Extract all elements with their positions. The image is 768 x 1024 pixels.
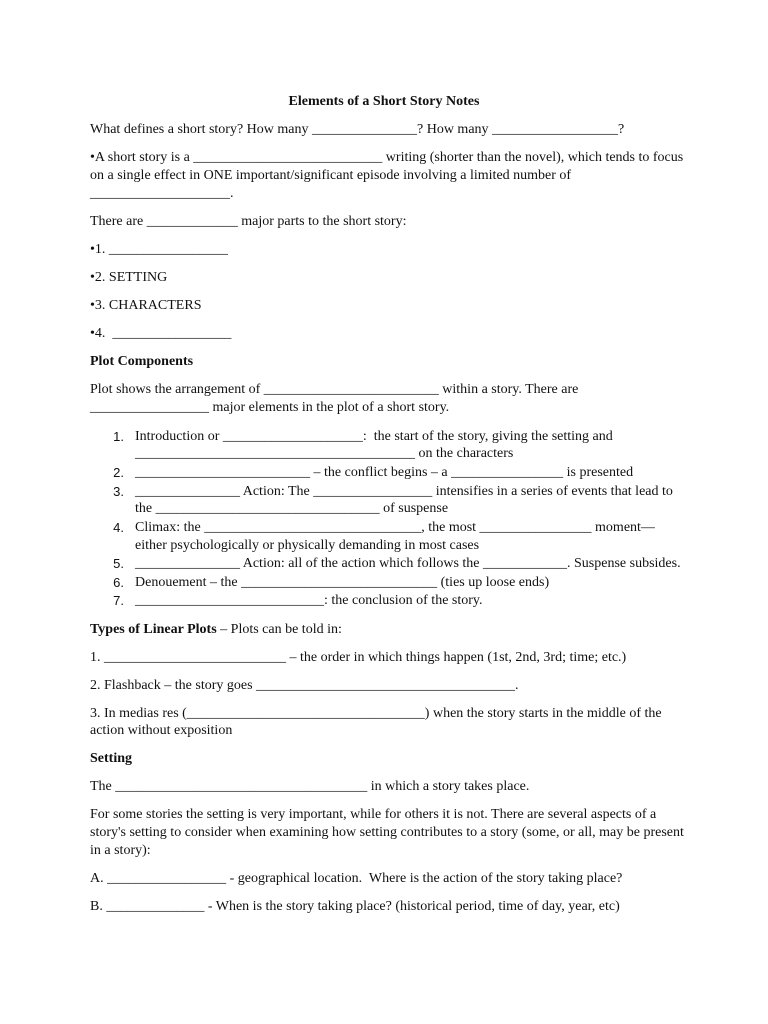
list-item: ___________________________: the conclusion of the story.	[135, 593, 483, 608]
list-item: Denouement – the ____________________________ (ties up loose ends)	[135, 575, 550, 590]
list-item-number: 2.	[113, 465, 124, 480]
list-item: _______________ Action: The _________________ intensifies in a series of events that lead to	[135, 484, 673, 499]
plot-intro-line-2: _________________ major elements in the plot of a short story.	[90, 400, 450, 415]
list-item: _______________ Action: all of the action which follows the ____________. Suspense subsides.	[135, 556, 681, 571]
setting-paragraph-line-1: For some stories the setting is very important, while for others it is not. There are several aspects of a	[90, 807, 657, 822]
linear-plots-heading-line	[90, 621, 342, 638]
linear-plot-3-line-1: 3. In medias res (__________________________________) when the story starts in the middle of the	[90, 706, 662, 721]
setting-aspect-a: A. _________________ - geographical location. Where is the action of the story taking place?	[90, 871, 623, 886]
list-item-continuation: ________________________________________ on the characters	[135, 446, 514, 461]
plot-heading: Plot Components	[90, 354, 194, 369]
list-item: _________________________ – the conflict begins – a ________________ is presented	[135, 465, 634, 480]
intro-question: What defines a short story? How many _______________? How many __________________?	[90, 122, 625, 137]
list-item: Climax: the _______________________________, the most ________________ moment—	[135, 520, 655, 535]
list-item-number: 1.	[113, 429, 124, 444]
list-item-number: 5.	[113, 556, 124, 571]
list-item-number: 6.	[113, 575, 124, 590]
setting-aspect-b: B. ______________ - When is the story taking place? (historical period, time of day, year, etc)	[90, 899, 620, 914]
definition-line-1: •A short story is a ___________________________ writing (shorter than the novel), which tends to focus	[90, 150, 684, 165]
part-bullet-1: •1. _________________	[90, 242, 228, 257]
definition-line-3: ____________________.	[90, 186, 234, 201]
parts-count-line: There are _____________ major parts to the short story:	[90, 214, 407, 229]
linear-plots-heading-rest: – Plots can be told in:	[216, 622, 342, 637]
part-bullet-4: •4. _________________	[90, 326, 232, 341]
list-item-number: 7.	[113, 593, 124, 608]
list-item: Introduction or ____________________: the start of the story, giving the setting and	[135, 429, 613, 444]
list-item-number: 4.	[113, 520, 124, 535]
list-item-continuation: either psychologically or physically demanding in most cases	[135, 538, 480, 553]
linear-plot-1: 1. __________________________ – the order in which things happen (1st, 2nd, 3rd; time; etc.)	[90, 650, 627, 665]
part-bullet-3: •3. CHARACTERS	[90, 298, 202, 313]
linear-plot-3-line-2: action without exposition	[90, 723, 233, 738]
setting-paragraph-line-2: story's setting to consider when examining how setting contributes to a story (some, or all, may be present	[90, 825, 684, 840]
definition-line-2: on a single effect in ONE important/significant episode involving a limited number of	[90, 168, 572, 183]
plot-intro-line-1: Plot shows the arrangement of _________________________ within a story. There are	[90, 382, 579, 397]
linear-plot-2: 2. Flashback – the story goes _____________________________________.	[90, 678, 519, 693]
setting-heading: Setting	[90, 751, 132, 766]
page-title: Elements of a Short Story Notes	[288, 94, 480, 109]
setting-definition: The ____________________________________ in which a story takes place.	[90, 779, 530, 794]
part-bullet-2: •2. SETTING	[90, 270, 168, 285]
setting-paragraph-line-3: in a story):	[90, 843, 151, 858]
linear-plots-heading: Types of Linear Plots	[90, 622, 217, 637]
list-item-number: 3.	[113, 484, 124, 499]
list-item-continuation: the ________________________________ of suspense	[135, 501, 449, 516]
